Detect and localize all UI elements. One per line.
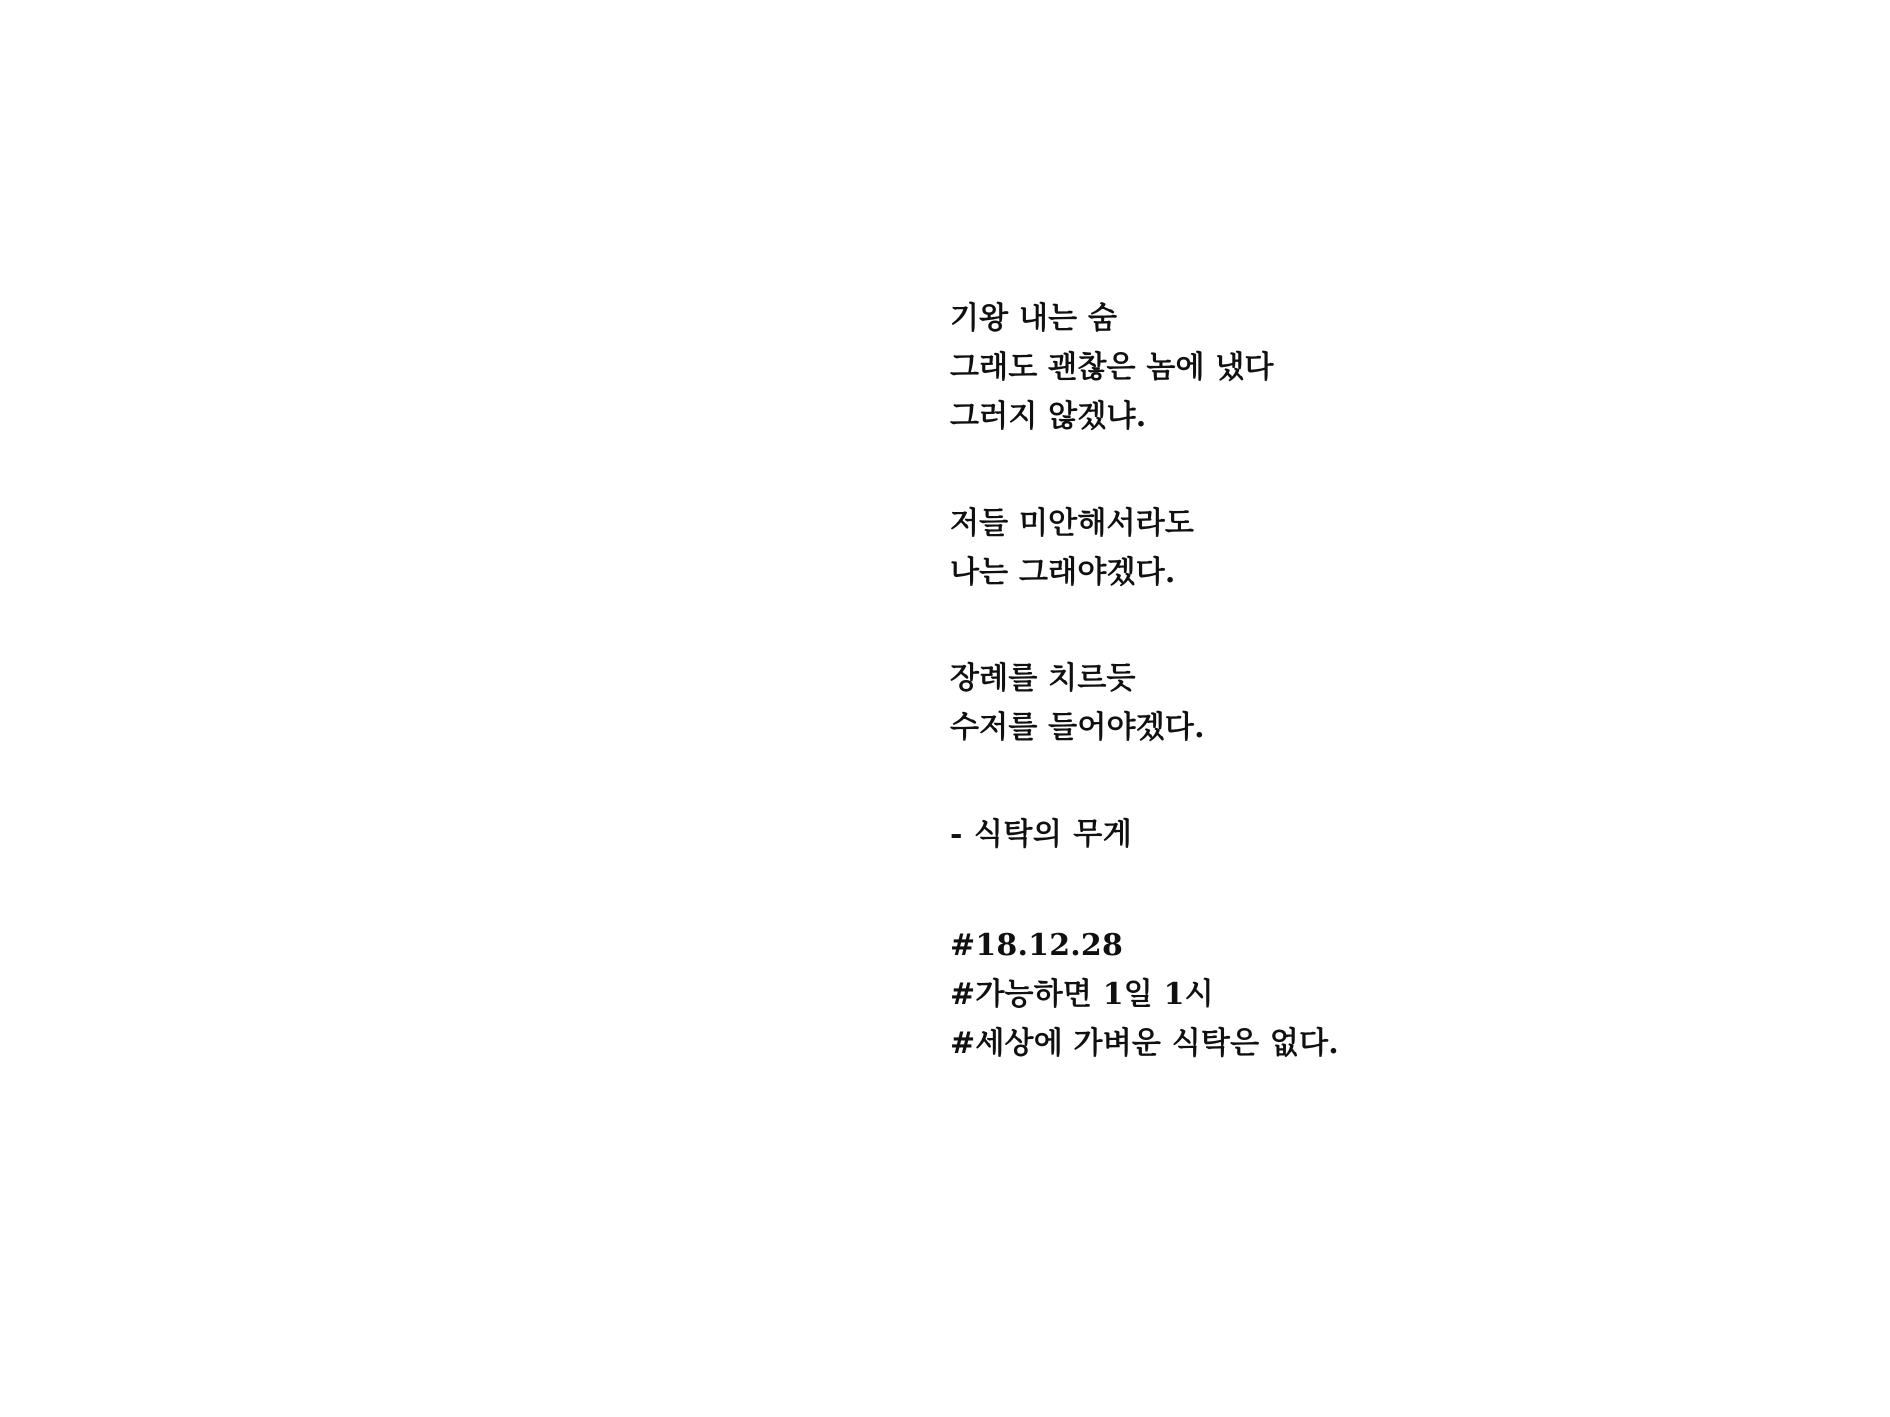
poem-hashtag-block (950, 922, 1710, 1069)
hashtag-theme: #세상에 가벼운 식탁은 없다. (950, 1025, 1339, 1061)
hashtag-date: #18.12.28 (950, 928, 1124, 964)
poem-title-attribution (950, 811, 1710, 860)
poem-text-block (950, 295, 1710, 1069)
poem-line: 그러지 않겠냐. (950, 398, 1147, 434)
poem-title-line: - 식탁의 무게 (950, 817, 1133, 853)
poem-line: 그래도 괜찮은 놈에 냈다 (950, 349, 1274, 385)
poem-stanza-1 (950, 295, 1710, 442)
poem-line: 나는 그래야겠다. (950, 554, 1176, 590)
poem-line: 기왕 내는 숨 (950, 301, 1118, 336)
poem-line: 저들 미안해서라도 (950, 505, 1195, 541)
poem-stanza-2 (950, 500, 1710, 598)
poem-line: 수저를 들어야겠다. (950, 710, 1205, 746)
hashtag-series: #가능하면 1일 1시 (950, 977, 1214, 1013)
poem-line: 장례를 치르듯 (950, 661, 1136, 697)
poem-stanza-3 (950, 655, 1710, 753)
